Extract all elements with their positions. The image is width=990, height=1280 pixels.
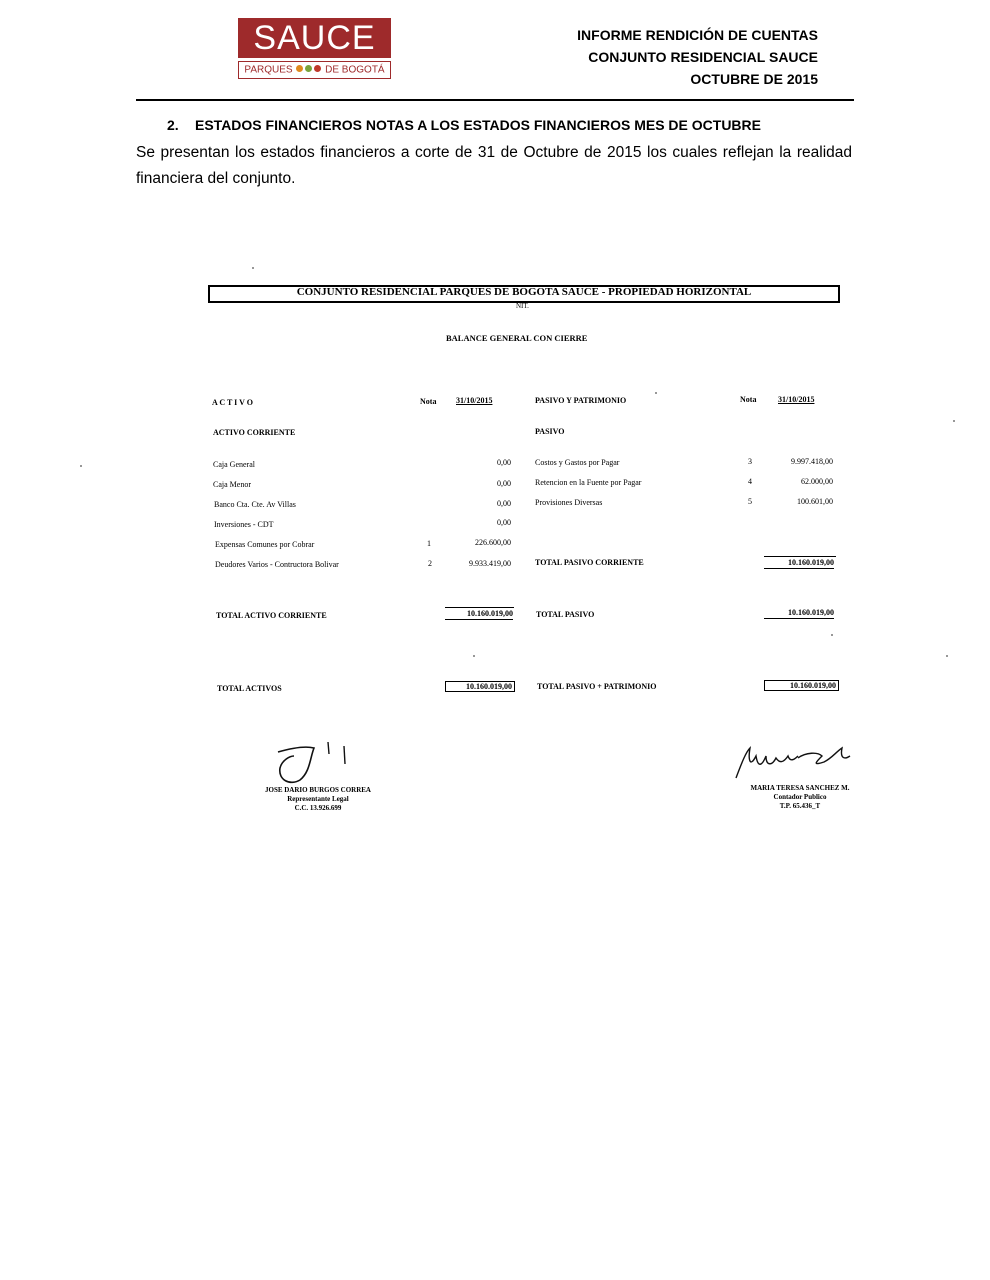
- activo-row-value: 0,00: [497, 518, 511, 527]
- header-rule: [136, 99, 854, 101]
- scan-speck: [953, 420, 955, 422]
- activo-row-label: Deudores Varios - Contructora Bolivar: [215, 560, 339, 569]
- logo-word: SAUCE: [253, 19, 376, 57]
- signature-legal-rep: [240, 786, 396, 813]
- total-pasivo-corriente-label: TOTAL PASIVO CORRIENTE: [535, 558, 644, 567]
- total-activos-label: TOTAL ACTIVOS: [217, 684, 282, 693]
- pasivo-row-label: Retencion en la Fuente por Pagar: [535, 478, 642, 487]
- scan-speck: [80, 465, 82, 467]
- activo-row-value: 226.600,00: [475, 538, 511, 547]
- logo-subtitle: [238, 61, 391, 79]
- scan-speck: [946, 655, 948, 657]
- pasivo-date-header: 31/10/2015: [778, 395, 815, 404]
- total-pasivo-label: TOTAL PASIVO: [536, 610, 595, 619]
- total-activos-value: 10.160.019,00: [445, 681, 515, 692]
- activo-row-value: 9.933.419,00: [469, 559, 511, 568]
- signature-accountant: [730, 784, 870, 811]
- pasivo-row-nota: 5: [748, 497, 752, 506]
- total-activo-corriente-value: 10.160.019,00: [445, 609, 513, 620]
- sheet-nit: NIT.: [516, 302, 529, 310]
- scan-speck: [831, 634, 833, 636]
- pasivo-row-value: 100.601,00: [797, 497, 833, 506]
- pasivo-header: PASIVO Y PATRIMONIO: [535, 396, 627, 405]
- activo-row-nota: 1: [427, 539, 431, 548]
- activo-row-label: Expensas Comunes por Cobrar: [215, 540, 315, 549]
- pasivo-heading: PASIVO: [535, 427, 565, 436]
- total-pasivo-patrimonio-label: TOTAL PASIVO + PATRIMONIO: [537, 682, 657, 691]
- section-heading: [167, 117, 761, 133]
- signer-id: C.C. 13.926.699: [294, 804, 342, 812]
- activo-row-value: 0,00: [497, 458, 511, 467]
- activo-row-label: Caja General: [213, 460, 255, 469]
- header-line-2: CONJUNTO RESIDENCIAL SAUCE: [588, 49, 818, 65]
- total-rule-top: [445, 607, 514, 608]
- signer-role: Representante Legal: [287, 795, 349, 803]
- total-activo-corriente-label: TOTAL ACTIVO CORRIENTE: [216, 611, 327, 620]
- signature-legal-rep-mark: [270, 738, 360, 788]
- balance-title: BALANCE GENERAL CON CIERRE: [446, 333, 588, 343]
- scan-speck: [252, 267, 254, 269]
- logo-trees-icon: [295, 62, 322, 78]
- scan-speck: [655, 392, 657, 394]
- pasivo-nota-header: Nota: [740, 395, 757, 404]
- header-line-3: OCTUBRE DE 2015: [690, 71, 818, 87]
- activo-date-header: 31/10/2015: [456, 396, 493, 405]
- activo-header: A C T I V O: [212, 398, 253, 407]
- signer-name: JOSE DARIO BURGOS CORREA: [265, 786, 371, 794]
- pasivo-row-value: 9.997.418,00: [791, 457, 833, 466]
- intro-paragraph: Se presentan los estados financieros a corte de 31 de Octubre de 2015 los cuales reflejan la realidad financiera del conjunto.: [136, 144, 852, 187]
- pasivo-row-label: Costos y Gastos por Pagar: [535, 458, 620, 467]
- signer-id: T.P. 65.436_T: [779, 802, 821, 810]
- pasivo-row-label: Provisiones Diversas: [535, 498, 603, 507]
- signer-role: Contador Publico: [773, 793, 827, 801]
- total-pasivo-value: 10.160.019,00: [764, 608, 834, 619]
- header-line-1: INFORME RENDICIÓN DE CUENTAS: [577, 27, 818, 43]
- activo-row-label: Banco Cta. Cte. Av Villas: [214, 500, 296, 509]
- pasivo-row-nota: 4: [748, 477, 752, 486]
- logo-sub-right: DE BOGOTÁ: [325, 64, 385, 76]
- activo-row-label: Inversiones - CDT: [214, 520, 274, 529]
- sheet-title: CONJUNTO RESIDENCIAL PARQUES DE BOGOTA SAUCE - PROPIEDAD HORIZONTAL: [296, 286, 752, 298]
- pasivo-row-nota: 3: [748, 457, 752, 466]
- activo-corriente-heading: ACTIVO CORRIENTE: [213, 428, 296, 437]
- total-rule-top: [764, 556, 836, 557]
- section-title: ESTADOS FINANCIEROS NOTAS A LOS ESTADOS FINANCIEROS MES DE OCTUBRE: [195, 117, 761, 133]
- scan-speck: [473, 655, 475, 657]
- activo-row-nota: 2: [428, 559, 432, 568]
- total-pasivo-corriente-value: 10.160.019,00: [764, 558, 834, 569]
- activo-row-value: 0,00: [497, 479, 511, 488]
- sauce-logo: [238, 18, 391, 80]
- activo-nota-header: Nota: [420, 397, 437, 406]
- total-pasivo-patrimonio-value: 10.160.019,00: [764, 680, 839, 691]
- section-number: 2.: [167, 117, 179, 133]
- logo-sub-left: PARQUES: [244, 64, 293, 76]
- signature-accountant-mark: [732, 738, 856, 784]
- pasivo-row-value: 62.000,00: [801, 477, 833, 486]
- activo-row-value: 0,00: [497, 499, 511, 508]
- activo-row-label: Caja Menor: [213, 480, 251, 489]
- signer-name: MARIA TERESA SANCHEZ M.: [750, 784, 850, 792]
